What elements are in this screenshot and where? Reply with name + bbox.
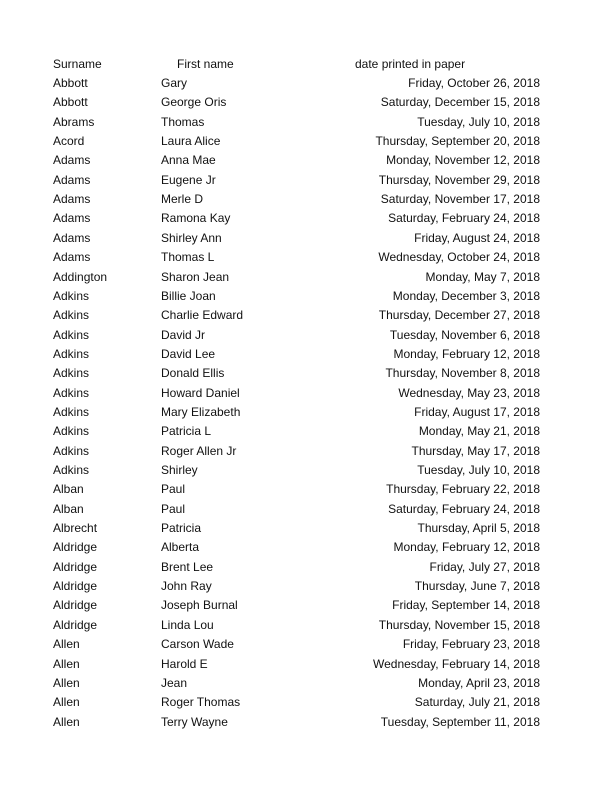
surname-cell: Adams xyxy=(53,192,91,207)
first-name-cell: Patricia L xyxy=(161,424,212,439)
table-row xyxy=(0,442,612,461)
surname-cell: Adkins xyxy=(53,308,90,323)
first-name-cell: Merle D xyxy=(161,192,204,207)
first-name-cell: John Ray xyxy=(161,579,212,594)
surname-cell: Adams xyxy=(53,230,91,245)
first-name-cell: Roger Thomas xyxy=(161,695,241,710)
surname-cell: Aldridge xyxy=(53,540,98,555)
first-name-cell: Shirley Ann xyxy=(161,230,222,245)
surname-cell: Aldridge xyxy=(53,598,98,613)
date-cell: Friday, August 24, 2018 xyxy=(414,230,540,245)
table-row xyxy=(0,558,612,577)
surname-cell: Adkins xyxy=(53,385,90,400)
table-row xyxy=(0,132,612,151)
table-row xyxy=(0,326,612,345)
surname-cell: Adkins xyxy=(53,463,90,477)
surname-cell: Adams xyxy=(53,250,91,265)
table-row xyxy=(0,229,612,248)
date-cell: Saturday, February 24, 2018 xyxy=(388,501,540,516)
date-cell: Monday, November 12, 2018 xyxy=(386,153,540,168)
header-row xyxy=(0,55,612,74)
date-cell: Monday, May 7, 2018 xyxy=(425,269,540,284)
date-cell: Saturday, February 24, 2018 xyxy=(388,211,540,226)
surname-cell: Aldridge xyxy=(53,559,98,574)
date-cell: Monday, February 12, 2018 xyxy=(393,346,540,361)
table-row xyxy=(0,655,612,674)
table-row xyxy=(0,538,612,557)
table-row xyxy=(0,190,612,209)
date-cell: Wednesday, May 23, 2018 xyxy=(398,385,540,400)
surname-cell: Allen xyxy=(53,675,80,690)
surname-cell: Aldridge xyxy=(53,579,98,594)
surname-cell: Abbott xyxy=(53,95,88,110)
date-cell: Tuesday, July 10, 2018 xyxy=(417,463,540,477)
date-cell: Thursday, September 20, 2018 xyxy=(375,134,540,149)
first-name-cell: Paul xyxy=(161,501,186,516)
first-name-cell: Joseph Burnal xyxy=(161,598,238,613)
table-row xyxy=(0,171,612,190)
date-cell: Friday, September 14, 2018 xyxy=(392,598,540,613)
surname-cell: Abbott xyxy=(53,76,88,90)
date-cell: Thursday, June 7, 2018 xyxy=(414,579,540,594)
first-name-cell: Thomas L xyxy=(161,250,215,265)
date-cell: Monday, December 3, 2018 xyxy=(392,288,540,303)
surname-cell: Adkins xyxy=(53,288,90,303)
date-header: date printed in paper xyxy=(355,57,466,71)
date-cell: Thursday, May 17, 2018 xyxy=(411,443,540,458)
table-row xyxy=(0,287,612,306)
table-row xyxy=(0,500,612,519)
table-row xyxy=(0,113,612,132)
surname-cell: Adkins xyxy=(53,366,90,381)
table-row xyxy=(0,248,612,267)
date-cell: Monday, February 12, 2018 xyxy=(393,540,540,555)
first-name-cell: Carson Wade xyxy=(161,637,234,652)
surname-cell: Adams xyxy=(53,211,91,226)
table-row xyxy=(0,93,612,112)
surname-cell: Adkins xyxy=(53,424,90,439)
table-row xyxy=(0,364,612,383)
date-cell: Friday, July 27, 2018 xyxy=(429,559,540,574)
table-row xyxy=(0,674,612,693)
table-row xyxy=(0,209,612,228)
first-name-cell: Anna Mae xyxy=(161,153,216,168)
table-row xyxy=(0,519,612,538)
first-name-cell: Patricia xyxy=(161,521,202,536)
date-cell: Saturday, November 17, 2018 xyxy=(380,192,540,207)
first-name-cell: Alberta xyxy=(161,540,200,555)
surname-cell: Alban xyxy=(53,482,84,497)
table-row xyxy=(0,693,612,712)
first-name-cell: Eugene Jr xyxy=(161,172,216,187)
surname-cell: Abrams xyxy=(53,114,95,129)
first-name-cell: Terry Wayne xyxy=(161,714,228,729)
table-row xyxy=(0,713,612,732)
table-row xyxy=(0,384,612,403)
first-name-cell: Harold E xyxy=(161,656,208,671)
first-name-cell: Howard Daniel xyxy=(161,385,240,400)
surname-cell: Allen xyxy=(53,714,80,729)
first-name-cell: David Jr xyxy=(161,327,206,342)
first-name-cell: Charlie Edward xyxy=(161,308,244,323)
table-row xyxy=(0,268,612,287)
table-row xyxy=(0,577,612,596)
surname-cell: Allen xyxy=(53,637,80,652)
table-row xyxy=(0,151,612,170)
first-name-cell: Paul xyxy=(161,482,186,497)
first-name-cell: Ramona Kay xyxy=(161,211,231,226)
date-cell: Thursday, November 29, 2018 xyxy=(378,172,540,187)
surname-cell: Adams xyxy=(53,153,91,168)
first-name-cell: Donald Ellis xyxy=(161,366,225,381)
date-cell: Tuesday, July 10, 2018 xyxy=(417,114,540,129)
table-row xyxy=(0,635,612,654)
first-name-cell: David Lee xyxy=(161,346,216,361)
first-name-cell: Mary Elizabeth xyxy=(161,404,241,419)
table-row xyxy=(0,345,612,364)
date-cell: Tuesday, November 6, 2018 xyxy=(389,327,540,342)
surname-cell: Allen xyxy=(53,656,80,671)
date-cell: Saturday, July 21, 2018 xyxy=(414,695,540,710)
first-name-cell: Shirley xyxy=(161,463,198,477)
surname-cell: Adkins xyxy=(53,327,90,342)
date-cell: Friday, February 23, 2018 xyxy=(402,637,540,652)
surname-cell: Adams xyxy=(53,172,91,187)
table-row xyxy=(0,461,612,480)
first-name-header: First name xyxy=(177,57,234,71)
date-cell: Thursday, February 22, 2018 xyxy=(386,482,540,497)
surname-cell: Adkins xyxy=(53,404,90,419)
date-cell: Monday, April 23, 2018 xyxy=(418,675,540,690)
table-row xyxy=(0,616,612,635)
surname-cell: Albrecht xyxy=(53,521,98,536)
surname-cell: Allen xyxy=(53,695,80,710)
table-row xyxy=(0,74,612,93)
table-row xyxy=(0,596,612,615)
first-name-cell: Sharon Jean xyxy=(161,269,230,284)
date-cell: Thursday, December 27, 2018 xyxy=(378,308,540,323)
date-cell: Monday, May 21, 2018 xyxy=(418,424,540,439)
date-cell: Thursday, November 8, 2018 xyxy=(385,366,540,381)
surname-cell: Adkins xyxy=(53,346,90,361)
first-name-cell: Jean xyxy=(161,675,188,690)
date-cell: Tuesday, September 11, 2018 xyxy=(380,714,540,729)
date-cell: Wednesday, February 14, 2018 xyxy=(373,656,540,671)
table-row xyxy=(0,403,612,422)
first-name-cell: Billie Joan xyxy=(161,288,216,303)
first-name-cell: Gary xyxy=(161,76,188,90)
surname-cell: Aldridge xyxy=(53,617,98,632)
date-cell: Saturday, December 15, 2018 xyxy=(380,95,540,110)
first-name-cell: Roger Allen Jr xyxy=(161,443,237,458)
first-name-cell: Laura Alice xyxy=(161,134,221,149)
table-row xyxy=(0,422,612,441)
date-cell: Wednesday, October 24, 2018 xyxy=(378,250,540,265)
first-name-cell: George Oris xyxy=(161,95,227,110)
first-name-cell: Brent Lee xyxy=(161,559,214,574)
table-row xyxy=(0,480,612,499)
table-row xyxy=(0,306,612,325)
surname-cell: Alban xyxy=(53,501,84,516)
date-cell: Friday, October 26, 2018 xyxy=(408,76,540,90)
date-cell: Thursday, April 5, 2018 xyxy=(417,521,540,536)
date-cell: Friday, August 17, 2018 xyxy=(414,404,540,419)
first-name-cell: Linda Lou xyxy=(161,617,214,632)
surname-header: Surname xyxy=(53,57,102,71)
surname-cell: Addington xyxy=(53,269,108,284)
surname-cell: Acord xyxy=(53,134,85,149)
date-cell: Thursday, November 15, 2018 xyxy=(378,617,540,632)
surname-cell: Adkins xyxy=(53,443,90,458)
first-name-cell: Thomas xyxy=(161,114,205,129)
